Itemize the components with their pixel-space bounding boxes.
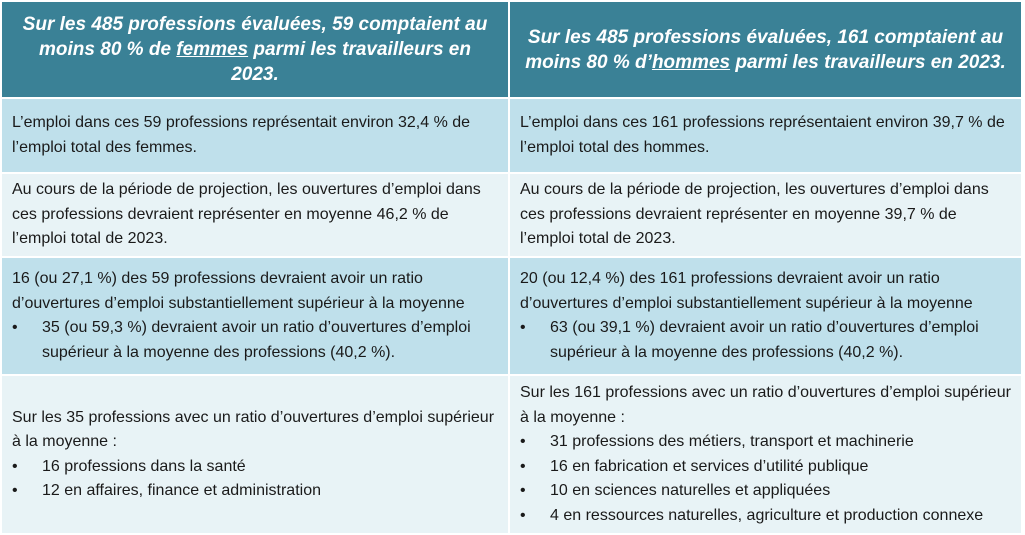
cell-text: Sur les 161 professions avec un ratio d’ouvertures d’emploi supérieur à la moyenne : [520,384,1011,426]
cell-text: Au cours de la période de projection, les ouvertures d’emploi dans ces professions devraient représenter en moyenne 39,7 % de l’emploi total de 2023. [520,181,989,248]
list-item-text: 63 (ou 39,1 %) devraient avoir un ratio d’ouvertures d’emploi supérieur à la moyenne des professions (40,2 %). [550,319,979,361]
cell-men-projection [509,173,1021,257]
cell-women-projection [2,173,509,257]
list-item-text: 31 professions des métiers, transport et machinerie [550,433,914,450]
cell-women-sectors [2,375,509,533]
header-men-text-end: parmi les travailleurs en 2023. [730,51,1006,73]
list-item-text: 16 professions dans la santé [42,457,246,475]
list-item-text: 16 en fabrication et services d’utilité publique [550,457,869,475]
cell-women-employment-share [2,98,509,173]
header-women-text-end: parmi les travailleurs en 2023. [231,39,471,85]
cell-men-employment-share [509,98,1021,173]
header-women-text: Sur les 485 professions évaluées, 59 comptaient au moins 80 % de [22,14,488,60]
bullet-list [12,455,500,504]
list-item-text: 10 en sciences naturelles et appliquées [550,482,831,499]
cell-text: 20 (ou 12,4 %) des 161 professions devraient avoir un ratio d’ouvertures d’emploi substantiellement supérieur à la moyenne [520,270,973,312]
bullet-list [520,430,1013,528]
list-item [520,430,1013,455]
list-item [520,504,1013,529]
cell-women-ratio [2,257,509,375]
cell-text: Sur les 35 professions avec un ratio d’ouvertures d’emploi supérieur à la moyenne : [12,408,495,450]
list-item [520,455,1013,480]
header-row [2,2,1021,98]
header-women-emphasis: femmes [176,39,249,60]
cell-text: 16 (ou 27,1 %) des 59 professions devraient avoir un ratio d’ouvertures d’emploi substantiellement supérieur à la moyenne [12,270,465,312]
header-men [509,2,1021,98]
list-item-text: 4 en ressources naturelles, agriculture et production connexe [550,506,984,524]
cell-text: Au cours de la période de projection, les ouvertures d’emploi dans ces professions devraient représenter en moyenne 46,2 % de l’emploi total de 2023. [12,181,481,248]
cell-men-ratio [509,257,1021,375]
list-item [12,479,500,504]
bullet-icon: • [520,482,526,499]
table-row [2,98,1021,173]
table-row [2,173,1021,257]
list-item [12,455,500,480]
list-item-text: 35 (ou 59,3 %) devraient avoir un ratio d’ouvertures d’emploi supérieur à la moyenne des professions (40,2 %). [42,319,471,361]
bullet-icon: • [12,457,18,475]
list-item [12,316,500,365]
list-item-text: 12 en affaires, finance et administration [42,482,321,499]
table-row [2,257,1021,375]
list-item [520,316,1013,365]
header-women [2,2,509,98]
bullet-icon: • [12,319,18,336]
header-men-emphasis: hommes [651,51,731,73]
cell-men-sectors [509,375,1021,533]
cell-text: L’emploi dans ces 161 professions représentaient environ 39,7 % de l’emploi total des hommes. [520,114,1005,156]
bullet-icon: • [520,506,526,524]
bullet-list [12,316,500,365]
cell-text: L’emploi dans ces 59 professions représentait environ 32,4 % de l’emploi total des femmes. [12,114,471,156]
bullet-icon: • [520,433,526,450]
comparison-table [2,2,1021,533]
table-row [2,375,1021,533]
header-men-text: Sur les 485 professions évaluées, 161 comptaient au moins 80 % d’ [525,26,1004,73]
bullet-icon: • [520,457,526,475]
list-item [520,479,1013,504]
bullet-list [520,316,1013,365]
bullet-icon: • [12,482,18,499]
bullet-icon: • [520,319,526,336]
